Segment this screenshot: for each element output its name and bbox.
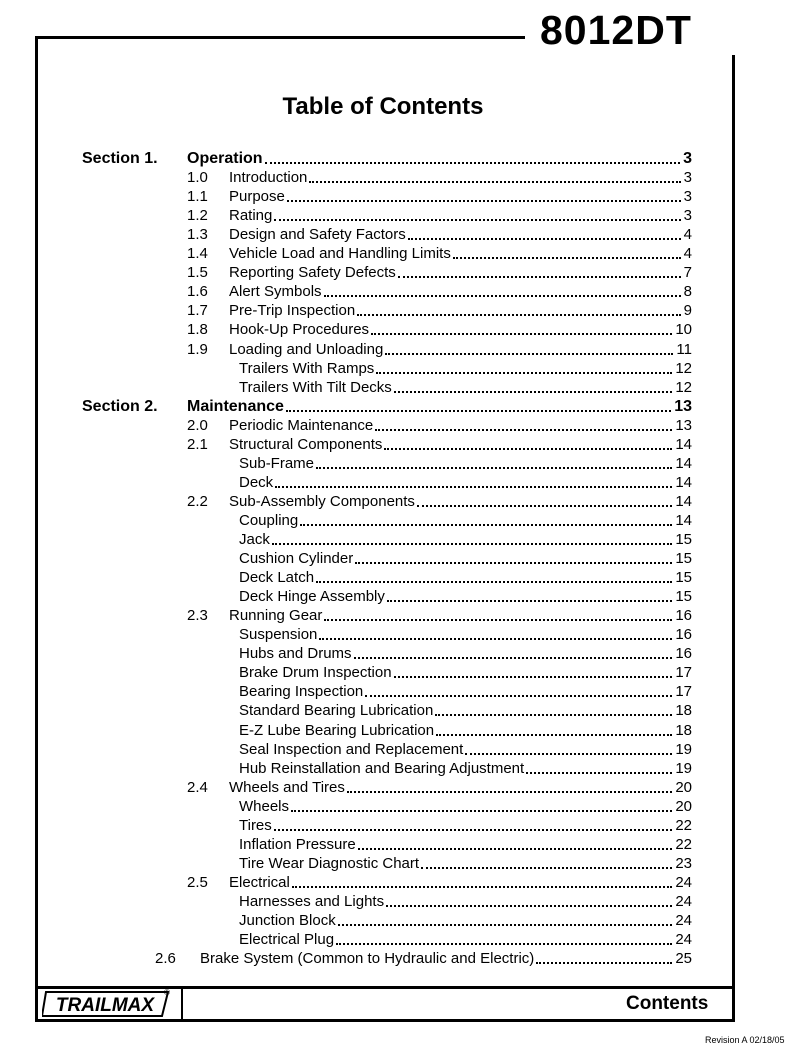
toc-entry[interactable] — [239, 644, 692, 663]
toc-title: Alert Symbols — [229, 283, 322, 301]
toc-entry[interactable] — [229, 206, 692, 225]
toc-row — [0, 949, 808, 968]
toc-row — [0, 225, 808, 244]
toc-page-number: 14 — [675, 473, 692, 491]
toc-title: Rating — [229, 207, 273, 225]
toc-title: Harnesses and Lights — [239, 892, 385, 910]
toc-entry[interactable] — [239, 892, 692, 911]
toc-leader-dots — [286, 410, 671, 412]
toc-row — [0, 416, 808, 435]
toc-leader-dots — [336, 943, 672, 945]
toc-leader-dots — [536, 962, 672, 964]
toc-page-number: 14 — [675, 435, 692, 453]
toc-leader-dots — [309, 181, 680, 183]
toc-title: Pre-Trip Inspection — [229, 302, 356, 320]
toc-title: Seal Inspection and Replacement — [239, 740, 464, 758]
toc-page-number: 3 — [683, 150, 692, 167]
toc-row — [0, 854, 808, 873]
toc-row — [0, 892, 808, 911]
toc-row — [0, 320, 808, 339]
toc-leader-dots — [274, 219, 680, 221]
toc-entry[interactable] — [229, 606, 692, 625]
toc-row — [0, 682, 808, 701]
toc-row — [0, 187, 808, 206]
toc-row — [0, 454, 808, 473]
toc-entry[interactable] — [229, 187, 692, 206]
toc-leader-dots — [358, 848, 673, 850]
toc-title: Tire Wear Diagnostic Chart — [239, 854, 420, 872]
toc-row — [0, 168, 808, 187]
toc-page-number: 3 — [683, 169, 692, 187]
toc-page-number: 24 — [675, 892, 692, 910]
toc-leader-dots — [324, 619, 672, 621]
toc-leader-dots — [375, 429, 672, 431]
toc-entry[interactable] — [187, 149, 692, 168]
toc-entry[interactable] — [229, 340, 692, 359]
toc-row — [0, 606, 808, 625]
toc-row — [0, 511, 808, 530]
trailmax-logo — [42, 990, 170, 1018]
toc-entry[interactable] — [229, 778, 692, 797]
toc-page-number: 16 — [675, 645, 692, 663]
toc-leader-dots — [338, 924, 673, 926]
toc-leader-dots — [435, 714, 672, 716]
toc-entry[interactable] — [229, 225, 692, 244]
toc-number: 1.1 — [187, 188, 208, 206]
section-label: Contents — [626, 993, 709, 1014]
toc-title: Deck — [239, 473, 274, 491]
toc-entry[interactable] — [239, 568, 692, 587]
toc-title: Maintenance — [187, 397, 284, 415]
toc-leader-dots — [371, 333, 672, 335]
toc-page-number: 22 — [675, 835, 692, 853]
toc-entry[interactable] — [239, 721, 692, 740]
toc-leader-dots — [453, 257, 681, 259]
toc-entry[interactable] — [200, 949, 692, 968]
toc-title: Tires — [239, 816, 272, 834]
toc-title: Suspension — [239, 626, 318, 644]
toc-entry[interactable] — [239, 473, 692, 492]
toc-section-label: Section 1. — [82, 150, 158, 167]
toc-title: Purpose — [229, 188, 285, 206]
toc-title: Brake Drum Inspection — [239, 664, 392, 682]
toc-page-number: 19 — [675, 759, 692, 777]
toc-title: Periodic Maintenance — [229, 416, 374, 434]
toc-page-number: 3 — [683, 188, 692, 206]
toc-number: 1.5 — [187, 264, 208, 282]
toc-row — [0, 644, 808, 663]
toc-title: Inflation Pressure — [239, 835, 356, 853]
toc-number: 1.6 — [187, 283, 208, 301]
toc-entry[interactable] — [229, 873, 692, 892]
toc-leader-dots — [417, 505, 672, 507]
toc-entry[interactable] — [239, 587, 692, 606]
toc-title: Bearing Inspection — [239, 683, 364, 701]
toc-leader-dots — [387, 600, 672, 602]
toc-entry[interactable] — [239, 359, 692, 378]
toc-entry[interactable] — [239, 701, 692, 720]
toc-page-number: 15 — [675, 588, 692, 606]
toc-number: 1.0 — [187, 169, 208, 187]
toc-row — [0, 587, 808, 606]
toc-title: Reporting Safety Defects — [229, 264, 396, 282]
toc-number: 1.2 — [187, 207, 208, 225]
toc-page-number: 25 — [675, 950, 692, 968]
toc-entry[interactable] — [239, 530, 692, 549]
toc-number: 2.3 — [187, 607, 208, 625]
toc-number: 2.6 — [155, 950, 176, 968]
toc-leader-dots — [347, 791, 672, 793]
toc-row — [0, 378, 808, 397]
toc-page-number: 15 — [675, 569, 692, 587]
toc-row — [0, 282, 808, 301]
toc-page-number: 14 — [675, 492, 692, 510]
toc-row — [0, 721, 808, 740]
footer-divider — [181, 986, 183, 1021]
toc-row — [0, 473, 808, 492]
toc-title: Structural Components — [229, 435, 383, 453]
toc-title: Electrical — [229, 873, 290, 891]
toc-leader-dots — [275, 486, 672, 488]
toc-row — [0, 873, 808, 892]
toc-page-number: 18 — [675, 721, 692, 739]
toc-leader-dots — [394, 391, 673, 393]
toc-leader-dots — [324, 295, 681, 297]
toc-title: Jack — [239, 531, 270, 548]
toc-leader-dots — [398, 276, 681, 278]
toc-number: 1.7 — [187, 302, 208, 320]
toc-leader-dots — [292, 886, 672, 888]
toc-title: Sub-Frame — [239, 454, 315, 472]
toc-title: Loading and Unloading — [229, 340, 384, 358]
toc-row — [0, 701, 808, 720]
toc-page-number: 9 — [683, 302, 692, 320]
toc-page-number: 24 — [675, 912, 692, 929]
toc-entry[interactable] — [239, 378, 692, 397]
toc-row — [0, 778, 808, 797]
toc-number: 1.4 — [187, 245, 208, 263]
toc-entry[interactable] — [239, 930, 692, 949]
toc-title: Junction Block — [239, 912, 336, 929]
toc-page-number: 24 — [675, 931, 692, 949]
toc-page-number: 14 — [675, 454, 692, 472]
toc-title: Cushion Cylinder — [239, 550, 354, 568]
toc-entry[interactable] — [229, 492, 692, 511]
toc-page-number: 7 — [683, 264, 692, 282]
toc-leader-dots — [357, 314, 680, 316]
toc-page-number: 14 — [675, 511, 692, 529]
toc-row — [0, 930, 808, 949]
toc-title: Hub Reinstallation and Bearing Adjustment — [239, 759, 525, 777]
toc-row — [0, 911, 808, 930]
toc-title: Sub-Assembly Components — [229, 492, 415, 510]
toc-entry[interactable] — [229, 435, 692, 454]
toc-page-number: 13 — [674, 397, 692, 415]
toc-leader-dots — [272, 543, 672, 545]
toc-entry[interactable] — [239, 511, 692, 530]
toc-title: Design and Safety Factors — [229, 226, 406, 244]
toc-entry[interactable] — [229, 282, 692, 301]
toc-page-number: 17 — [675, 664, 692, 682]
toc-row — [0, 263, 808, 282]
toc-page-number: 22 — [675, 816, 692, 834]
toc-title: Running Gear — [229, 607, 323, 625]
toc-page-number: 4 — [683, 226, 692, 244]
toc-leader-dots — [465, 753, 672, 755]
toc-row — [0, 740, 808, 759]
toc-row — [0, 797, 808, 816]
toc-page-number: 15 — [675, 550, 692, 568]
toc-page-number: 10 — [675, 321, 692, 339]
toc-leader-dots — [287, 200, 681, 202]
toc-entry[interactable] — [229, 263, 692, 282]
toc-number: 2.4 — [187, 778, 208, 796]
toc-title: Trailers With Ramps — [239, 359, 375, 377]
toc-section-label: Section 2. — [82, 397, 158, 415]
toc-entry[interactable] — [239, 797, 692, 816]
toc-entry[interactable] — [229, 168, 692, 187]
toc-leader-dots — [376, 372, 672, 374]
toc-leader-dots — [394, 676, 673, 678]
toc-entry[interactable] — [229, 416, 692, 435]
toc-page-number: 12 — [675, 378, 692, 396]
toc-title: E-Z Lube Bearing Lubrication — [239, 721, 435, 739]
toc-title: Deck Latch — [239, 569, 315, 587]
toc-title: Vehicle Load and Handling Limits — [229, 245, 451, 263]
toc-page-number: 13 — [675, 416, 692, 434]
toc-leader-dots — [265, 162, 681, 164]
toc-row — [0, 568, 808, 587]
toc-entry[interactable] — [187, 397, 692, 416]
footer-top-rule — [35, 986, 735, 989]
toc-page-number: 12 — [675, 359, 692, 377]
page-title: Table of Contents — [282, 93, 484, 120]
toc-number: 1.8 — [187, 321, 208, 339]
toc-title: Hubs and Drums — [239, 645, 352, 663]
toc-page-number: 20 — [675, 778, 692, 796]
toc-leader-dots — [291, 810, 672, 812]
toc-entry[interactable] — [239, 835, 692, 854]
toc-leader-dots — [384, 448, 672, 450]
toc-row — [0, 663, 808, 682]
toc-page-number: 4 — [683, 245, 692, 263]
toc-entry[interactable] — [239, 625, 692, 644]
toc-title: Coupling — [239, 511, 299, 529]
toc-leader-dots — [421, 867, 672, 869]
toc-row — [0, 359, 808, 378]
toc-leader-dots — [436, 734, 672, 736]
toc-row — [0, 549, 808, 568]
registered-mark: ® — [164, 988, 170, 997]
toc-row — [0, 530, 808, 549]
toc-entry[interactable] — [239, 816, 692, 835]
toc-row — [0, 816, 808, 835]
footer-bottom-rule — [35, 1019, 735, 1022]
toc-number: 2.0 — [187, 416, 208, 434]
toc-row — [0, 244, 808, 263]
toc-entry[interactable] — [239, 740, 692, 759]
toc-page-number: 16 — [675, 607, 692, 625]
toc-entry[interactable] — [239, 682, 692, 701]
toc-row — [0, 759, 808, 778]
toc-entry[interactable] — [239, 549, 692, 568]
toc-row — [0, 206, 808, 225]
toc-row — [0, 397, 808, 416]
toc-row — [0, 340, 808, 359]
toc-page-number: 18 — [675, 702, 692, 720]
toc-leader-dots — [408, 238, 681, 240]
toc-leader-dots — [365, 695, 672, 697]
logo-text: TRAILMAX — [55, 995, 155, 1016]
toc-leader-dots — [319, 638, 672, 640]
toc-page-number: 15 — [675, 531, 692, 548]
toc-title: Wheels and Tires — [229, 778, 345, 796]
toc-number: 1.3 — [187, 226, 208, 244]
toc-leader-dots — [300, 524, 672, 526]
toc-leader-dots — [274, 829, 673, 831]
toc-entry[interactable] — [229, 320, 692, 339]
toc-title: Trailers With Tilt Decks — [239, 378, 392, 396]
toc-leader-dots — [316, 581, 672, 583]
toc-entry[interactable] — [229, 301, 692, 320]
toc-row — [0, 149, 808, 168]
toc-title: Standard Bearing Lubrication — [239, 702, 434, 720]
toc-row — [0, 625, 808, 644]
toc-number: 2.2 — [187, 492, 208, 510]
toc-entry[interactable] — [239, 663, 692, 682]
toc-entry[interactable] — [229, 244, 692, 263]
toc-entry[interactable] — [239, 911, 692, 930]
toc-leader-dots — [385, 353, 673, 355]
toc-page-number: 11 — [676, 340, 692, 358]
toc-row — [0, 301, 808, 320]
toc-entry[interactable] — [239, 759, 692, 778]
toc-page-number: 23 — [675, 854, 692, 872]
toc-title: Operation — [187, 150, 263, 167]
toc-page-number: 20 — [675, 797, 692, 815]
toc-number: 2.5 — [187, 873, 208, 891]
toc-title: Electrical Plug — [239, 931, 335, 949]
toc-leader-dots — [354, 657, 673, 659]
toc-entry[interactable] — [239, 854, 692, 873]
toc-page-number: 3 — [683, 207, 692, 225]
toc-leader-dots — [526, 772, 672, 774]
toc-page-number: 19 — [675, 740, 692, 758]
toc-row — [0, 492, 808, 511]
toc-leader-dots — [386, 905, 672, 907]
toc-title: Brake System (Common to Hydraulic and Electric) — [200, 950, 535, 968]
toc-page-number: 17 — [675, 683, 692, 701]
frame-top-rule — [35, 36, 525, 39]
toc-row — [0, 835, 808, 854]
toc-row — [0, 435, 808, 454]
toc-title: Wheels — [239, 797, 290, 815]
toc-title: Introduction — [229, 169, 308, 187]
toc-leader-dots — [316, 467, 672, 469]
toc-page-number: 24 — [675, 873, 692, 891]
toc-entry[interactable] — [239, 454, 692, 473]
toc-number: 1.9 — [187, 340, 208, 358]
toc-title: Deck Hinge Assembly — [239, 588, 385, 606]
toc-leader-dots — [355, 562, 672, 564]
revision-note: Revision A 02/18/05 — [705, 1035, 785, 1045]
toc-page-number: 16 — [675, 626, 692, 644]
toc-page-number: 8 — [683, 283, 692, 301]
document-id: 8012DT — [540, 7, 692, 53]
toc-title: Hook-Up Procedures — [229, 321, 370, 339]
toc-number: 2.1 — [187, 435, 208, 453]
